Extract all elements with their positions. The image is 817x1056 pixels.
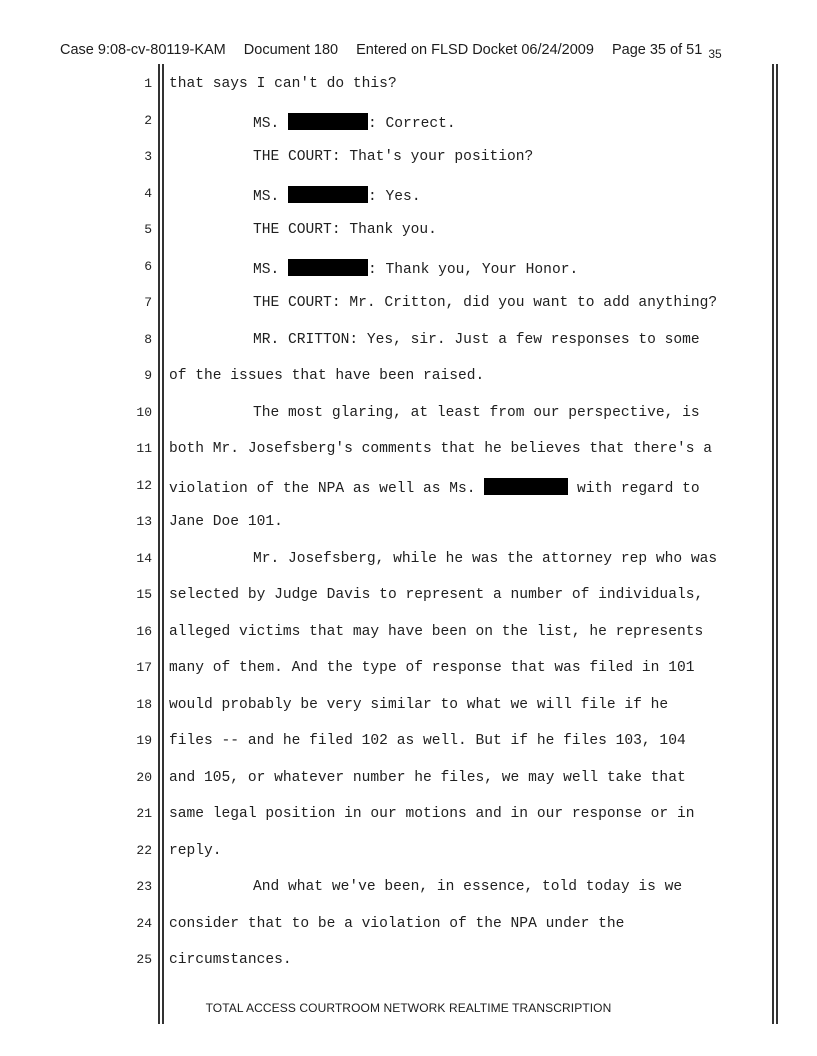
line-text-start: And what we've been, in essence, told today is we [253, 879, 683, 895]
line-text [169, 843, 222, 859]
line-text-start: THE COURT: That's your position? [253, 149, 534, 165]
transcript-line [0, 879, 817, 915]
line-number: 6 [144, 258, 152, 274]
redaction-block [288, 259, 368, 276]
line-text [253, 113, 456, 132]
line-text-start: Jane Doe 101. [169, 514, 283, 530]
reporter-footer: TOTAL ACCESS COURTROOM NETWORK REALTIME TRANSCRIPTION [205, 1001, 612, 1015]
line-number: 14 [136, 550, 152, 566]
redaction-block [288, 113, 368, 130]
page-of-total: Page 35 of 51 [611, 42, 703, 58]
transcript-line [0, 441, 817, 477]
line-text [253, 332, 700, 348]
line-text-start: and 105, or whatever number he files, we may well take that [169, 769, 686, 786]
line-number: 13 [136, 514, 152, 529]
transcript-line [0, 697, 817, 733]
redaction-block [288, 186, 368, 203]
line-number: 10 [136, 404, 152, 420]
line-number: 21 [136, 806, 152, 821]
transcript-line [0, 478, 817, 514]
line-number: 15 [136, 587, 152, 602]
line-number: 25 [136, 952, 152, 967]
line-number: 5 [144, 222, 152, 237]
line-number: 19 [136, 733, 152, 748]
line-text-end: : Correct. [368, 115, 456, 132]
line-text [169, 514, 283, 530]
transcript-line [0, 660, 817, 696]
line-text [253, 405, 700, 421]
line-text [253, 259, 578, 278]
line-text [253, 551, 717, 567]
transcript-line [0, 843, 817, 879]
line-number: 16 [136, 623, 152, 639]
transcript-line [0, 514, 817, 550]
case-number: Case 9:08-cv-80119-KAM [60, 42, 226, 58]
line-text [169, 660, 694, 676]
line-text-end: : Thank you, Your Honor. [368, 261, 579, 278]
line-text-start: circumstances. [169, 952, 292, 968]
line-text-start: The most glaring, at least from our perspective, is [253, 404, 700, 421]
line-text [169, 733, 686, 749]
line-text [169, 76, 397, 92]
line-number: 20 [136, 769, 152, 785]
filing-header [60, 42, 722, 61]
line-text-start: THE COURT: Thank you. [253, 222, 437, 238]
line-number: 2 [144, 112, 152, 128]
line-text [253, 149, 533, 165]
line-text-start: would probably be very similar to what we will file if he [169, 696, 669, 713]
line-text-start: files -- and he filed 102 as well. But if he files 103, 104 [169, 733, 686, 749]
line-number: 1 [144, 76, 152, 91]
line-text-end: : Yes. [368, 188, 421, 205]
line-text-start: many of them. And the type of response that was filed in 101 [169, 660, 695, 676]
line-text [169, 478, 700, 497]
line-text [169, 770, 686, 786]
docket-entry: Entered on FLSD Docket 06/24/2009 [356, 42, 594, 58]
transcript-line [0, 295, 817, 331]
line-text [169, 916, 624, 932]
line-number: 11 [136, 441, 152, 456]
line-text [253, 295, 717, 311]
line-text-start: MS. [253, 261, 289, 278]
line-text-start: reply. [169, 842, 222, 859]
line-number: 24 [136, 915, 152, 931]
line-number: 18 [136, 696, 152, 712]
line-text-start: same legal position in our motions and in our response or in [169, 806, 695, 822]
transcript-line [0, 806, 817, 842]
transcript-line [0, 405, 817, 441]
line-text [169, 952, 292, 968]
line-number: 9 [144, 368, 152, 383]
transcript-line [0, 551, 817, 587]
line-number: 3 [144, 149, 152, 164]
line-text [253, 186, 421, 205]
line-text [253, 879, 682, 895]
line-number: 23 [136, 879, 152, 894]
transcript-line [0, 770, 817, 806]
line-text-start: Mr. Josefsberg, while he was the attorney rep who was [253, 550, 718, 567]
transcript-line [0, 113, 817, 149]
line-text-start: MR. CRITTON: Yes, sir. Just a few responses to some [253, 331, 700, 348]
line-text-start: both Mr. Josefsberg's comments that he believes that there's a [169, 441, 712, 457]
transcript-line [0, 149, 817, 185]
transcript-line [0, 332, 817, 368]
line-number: 22 [136, 842, 152, 858]
transcript-line [0, 624, 817, 660]
line-text [169, 441, 712, 457]
transcript-line [0, 587, 817, 623]
transcript-line [0, 222, 817, 258]
transcript-line [0, 186, 817, 222]
line-text-start: selected by Judge Davis to represent a number of individuals, [169, 587, 704, 603]
line-text-start: alleged victims that may have been on the list, he represents [169, 623, 704, 640]
line-text [169, 624, 703, 640]
line-text [169, 806, 694, 822]
page-number: 35 [708, 47, 722, 61]
line-text [169, 587, 703, 603]
line-number: 4 [144, 185, 152, 201]
line-text-start: consider that to be a violation of the NPA under the [169, 915, 625, 932]
line-number: 17 [136, 660, 152, 675]
redaction-block [484, 478, 568, 495]
line-text-start: that says I can't do this? [169, 76, 397, 92]
document-number: Document 180 [243, 42, 339, 58]
line-text-start: violation of the NPA as well as Ms. [169, 480, 485, 497]
transcript-line [0, 368, 817, 404]
line-text [253, 222, 437, 238]
line-text [169, 368, 484, 384]
transcript-line [0, 76, 817, 112]
transcript-line [0, 733, 817, 769]
line-text-start: THE COURT: Mr. Critton, did you want to add anything? [253, 295, 718, 311]
line-text [169, 697, 668, 713]
line-number: 12 [136, 477, 152, 493]
line-text-start: of the issues that have been raised. [169, 368, 485, 384]
line-text-start: MS. [253, 188, 289, 205]
transcript-line [0, 952, 817, 988]
line-number: 7 [144, 295, 152, 310]
line-number: 8 [144, 331, 152, 347]
transcript-line [0, 916, 817, 952]
line-text-end: with regard to [568, 480, 700, 497]
transcript-line [0, 259, 817, 295]
line-text-start: MS. [253, 115, 289, 132]
